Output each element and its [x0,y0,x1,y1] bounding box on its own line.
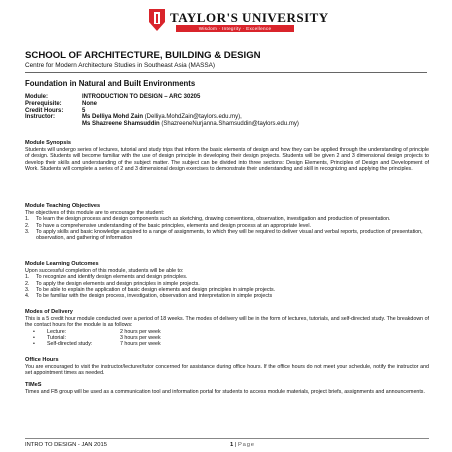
list-item: 3. To be able to explain the application of basic design elements and design principles in simple projects. [25,286,276,293]
instructor-name: Ms Shazreene Shamsuddin [82,121,160,128]
list-item: 3. To apply skills and basic knowledge acquired to a range of assignments, to which they will be required to deliver visual and verbal reports, production of presentation, observation, and gathering of information [25,228,423,242]
synopsis-heading: Module Synopsis [25,140,71,146]
office-hours-section [25,357,429,377]
office-hours-text: You are encouraged to visit the instructor/lecturer/tutor concerned for assistance during office hours. If the office hours do not meet your schedule, notify the instructor and set appointment times as needed. [25,364,429,377]
delivery-heading: Modes of Delivery [25,309,73,315]
objectives-list [25,216,429,241]
module-value: INTRODUCTION TO DESIGN – ARC 30205 [82,94,201,100]
list-item: • Tutorial: 3 hours per week [33,334,161,341]
bullet-icon: • [33,341,35,348]
outcomes-heading: Module Learning Outcomes [25,261,99,267]
prerequisite-label: Prerequisite: [25,100,62,107]
instructor-name: Ms Delliya Mohd Zain [82,114,144,121]
bullet-icon: • [33,334,35,341]
times-text: Times and FB group will be used as a communication tool and information portal for students to access module materials, project briefs, assignments and announcements. [25,389,425,395]
outcomes-list [25,274,429,299]
header-divider [25,72,427,73]
instructor-2 [82,121,299,128]
outcomes-section [25,261,429,299]
school-name: SCHOOL OF ARCHITECTURE, BUILDING & DESIGN [25,50,261,61]
university-logo [148,8,329,42]
page-footer [25,438,429,448]
prerequisite-value: None [82,100,97,107]
bullet-icon: • [33,328,35,335]
university-name: TAYLOR'S UNIVERSITY [170,10,329,25]
university-tagline: Wisdom · Integrity · Excellence [176,25,294,32]
credit-hours-label: Credit Hours: [25,107,64,114]
list-item: • Self-directed study: 7 hours per week [33,341,161,348]
list-item: 1. To learn the design process and design components such as sketching, drawing conventions, observation, investigation and production of presentation. [25,216,391,223]
list-item: 2. To have a comprehensive understanding of the basic principles, elements and design process at an appropriate level. [25,222,312,229]
delivery-list [25,329,429,348]
module-label: Module: [25,94,48,100]
centre-name: Centre for Modern Architecture Studies in Southeast Asia (MASSA) [25,62,216,69]
instructor-email: (ShazreeneNurjanna.Shamsuddin@taylors.edu.my) [161,121,299,128]
synopsis-section [25,140,429,172]
objectives-section [25,203,429,241]
shield-tower-icon [148,8,166,32]
objectives-intro: The objectives of this module are to encourage the student: [25,210,165,216]
list-item: 4. To be familiar with the design process, investigation, observation and interpretation in simple projects [25,293,273,300]
list-item: 2. To apply the design elements and design principles in simple projects. [25,280,200,287]
credit-hours-value: 5 [82,107,86,114]
course-title: Foundation in Natural and Built Environments [25,79,196,88]
instructor-1 [82,114,242,121]
outcomes-intro: Upon successful completion of this module, students will be able to: [25,268,184,274]
times-section [25,382,429,395]
times-heading: TIMeS [25,382,42,388]
footer-page-number: 1 | Page [230,442,255,448]
list-item: 1. To recognize and identify design elements and design principles. [25,274,188,281]
objectives-heading: Module Teaching Objectives [25,203,101,209]
delivery-section [25,309,429,347]
footer-course-label: INTRO TO DESIGN - JAN 2015 [25,442,107,448]
synopsis-text: Students will undergo series of lectures, tutorial and study trips that inform the basic elements of design and how they can be applied through the understanding of principle of design. Students will become familiar with the use of design principle in developing their design projects. Students will be given 2 and 3 dimensional design projects to develop their skills and understanding of the subject matter. The subject can be divided into three sections: Design Elements, Principles of Design and Development of Work. Students will complete a series of 2 and 3 dimensional design exercises to demonstrate their understanding and skill in recognizing and applying the principles. [25,147,429,172]
office-hours-heading: Office Hours [25,357,59,363]
delivery-text: This is a 5 credit hour module conducted over a period of 18 weeks. The modes of delivery will be in the form of lectures, tutorials, and self-directed study. The breakdown of the contact hours for the module is as follows: [25,316,429,329]
list-item: • Lecture: 2 hours per week [33,328,161,335]
instructor-label: Instructor: [25,114,55,121]
instructor-email: (Delliya.MohdZain@taylors.edu.my), [144,114,242,121]
